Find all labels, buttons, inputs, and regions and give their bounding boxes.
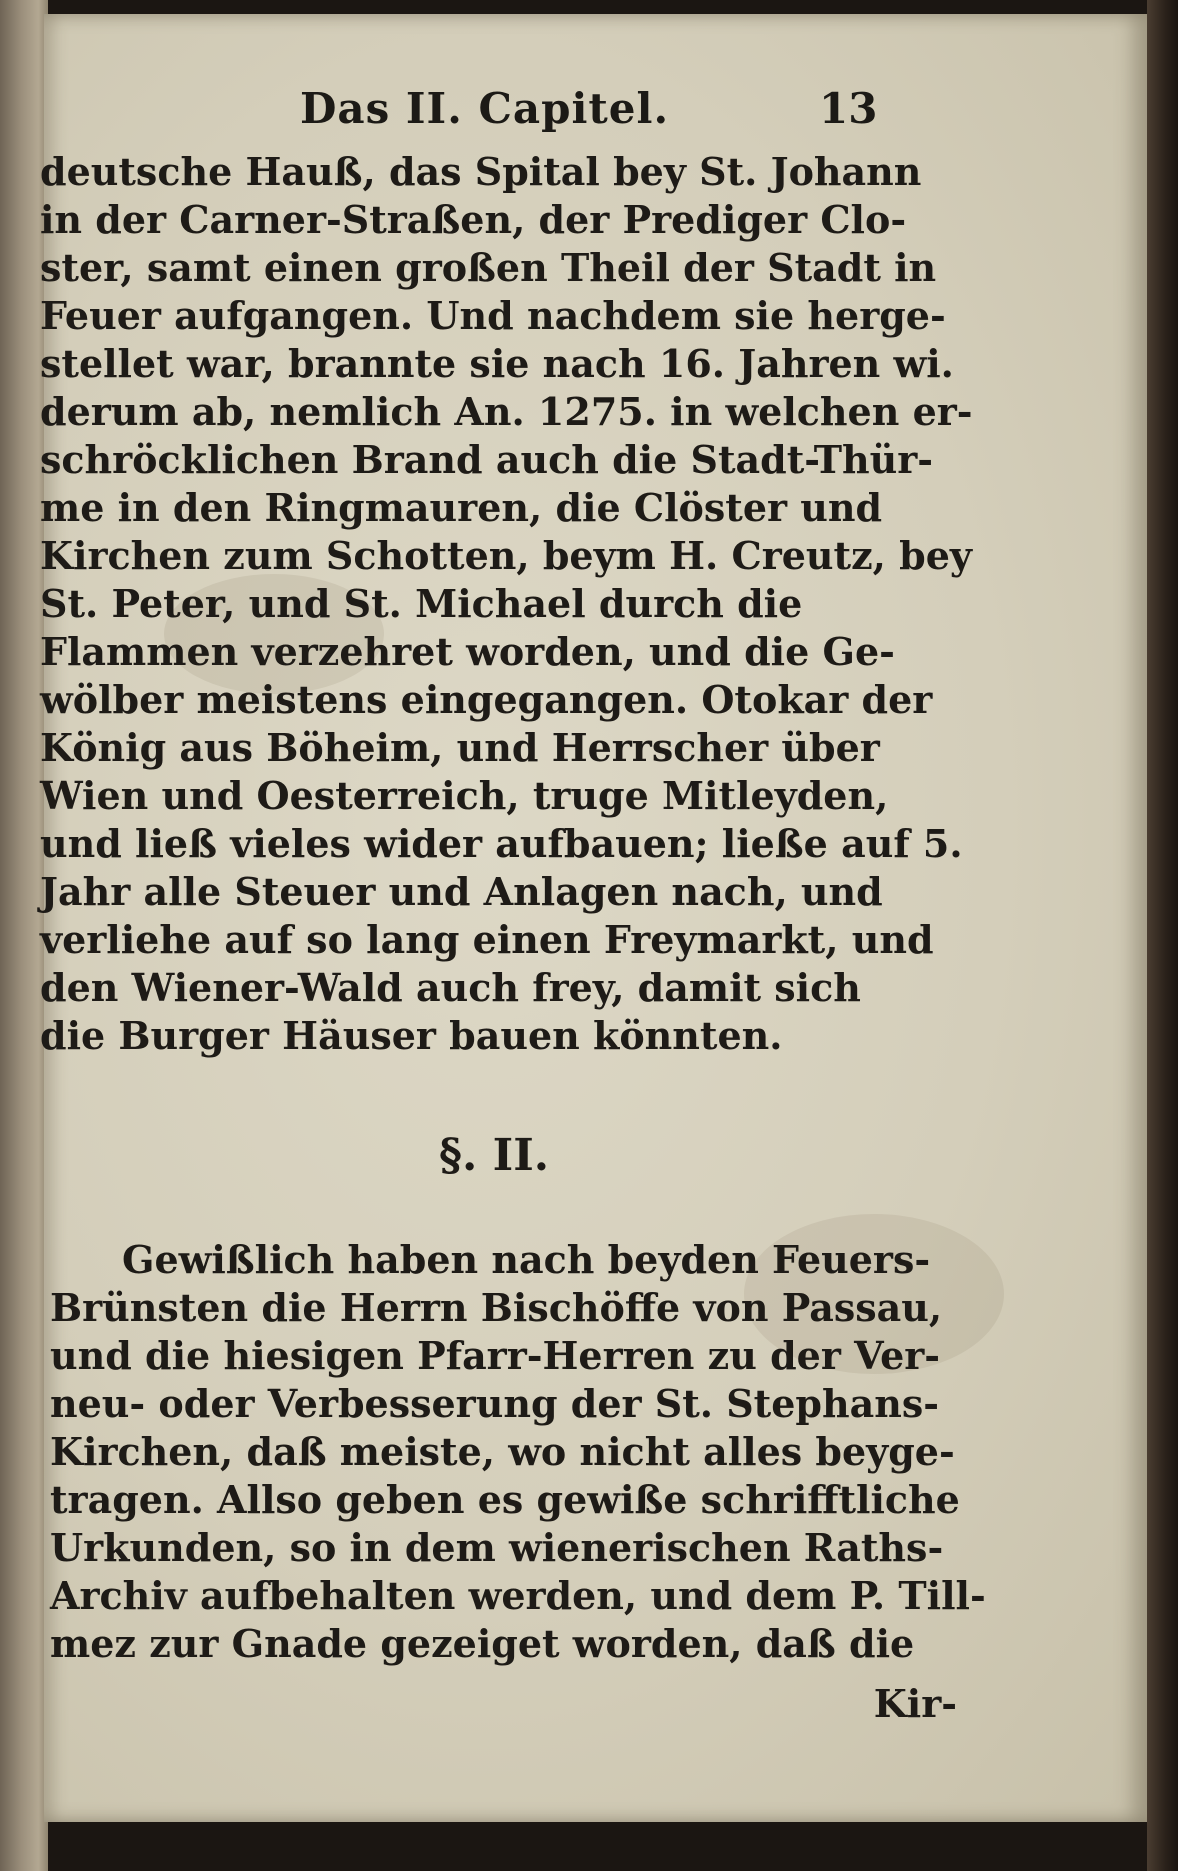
text-line: derum ab, nemlich An. 1275. in welchen er- [40, 389, 973, 434]
text-line: Feuer aufgangen. Und nachdem sie herge- [40, 293, 946, 338]
text-line: Kirchen zum Schotten, beym H. Creutz, bey [40, 533, 972, 578]
text-line: ster, samt einen großen Theil der Stadt in [40, 245, 937, 290]
text-line: Kirchen, daß meiste, wo nicht alles beyge- [50, 1429, 955, 1474]
catchword: Kir- [873, 1681, 957, 1726]
book-gutter-shadow [1147, 0, 1178, 1871]
text-line: schröcklichen Brand auch die Stadt-Thür- [40, 437, 934, 482]
text-line: St. Peter, und St. Michael durch die [40, 581, 803, 626]
text-line: Flammen verzehret worden, und die Ge- [40, 629, 895, 674]
text-line: Brünsten die Herrn Bischöffe von Passau, [50, 1285, 943, 1330]
text-line: in der Carner-Straßen, der Prediger Clo- [40, 197, 907, 242]
page-number: 13 [819, 84, 878, 133]
text-line: me in den Ringmauren, die Clöster und [40, 485, 883, 530]
text-line: und ließ vieles wider aufbauen; ließe auf 5. [40, 821, 963, 866]
text-line: Urkunden, so in dem wienerischen Raths- [50, 1525, 944, 1570]
text-line: König aus Böheim, und Herrscher über [40, 725, 880, 770]
text-line: verliehe auf so lang einen Freymarkt, und [40, 917, 934, 962]
text-line: die Burger Häuser bauen könnten. [40, 1013, 783, 1058]
text-line: Gewißlich haben nach beyden Feuers- [122, 1237, 931, 1282]
text-line: deutsche Hauß, das Spital bey St. Johann [40, 149, 922, 194]
text-line: tragen. Allso geben es gewiße schrifftliche [50, 1477, 960, 1522]
text-line: mez zur Gnade gezeiget worden, daß die [50, 1621, 915, 1666]
text-line: neu- oder Verbesserung der St. Stephans- [50, 1381, 939, 1426]
text-line: Jahr alle Steuer und Anlagen nach, und [40, 869, 883, 914]
text-line: und die hiesigen Pfarr-Herren zu der Ver- [50, 1333, 941, 1378]
page-header [44, 84, 1147, 154]
text-line: den Wiener-Wald auch frey, damit sich [40, 965, 861, 1010]
running-head: Das II. Capitel. [300, 84, 670, 133]
text-line: Wien und Oesterreich, truge Mitleyden, [40, 773, 889, 818]
text-line: stellet war, brannte sie nach 16. Jahren wi. [40, 341, 954, 386]
section-heading: §. II. [439, 1130, 550, 1181]
text-line: Archiv aufbehalten werden, und dem P. Till- [50, 1573, 986, 1618]
book-page [40, 14, 1147, 1822]
text-line: wölber meistens eingegangen. Otokar der [40, 677, 933, 722]
